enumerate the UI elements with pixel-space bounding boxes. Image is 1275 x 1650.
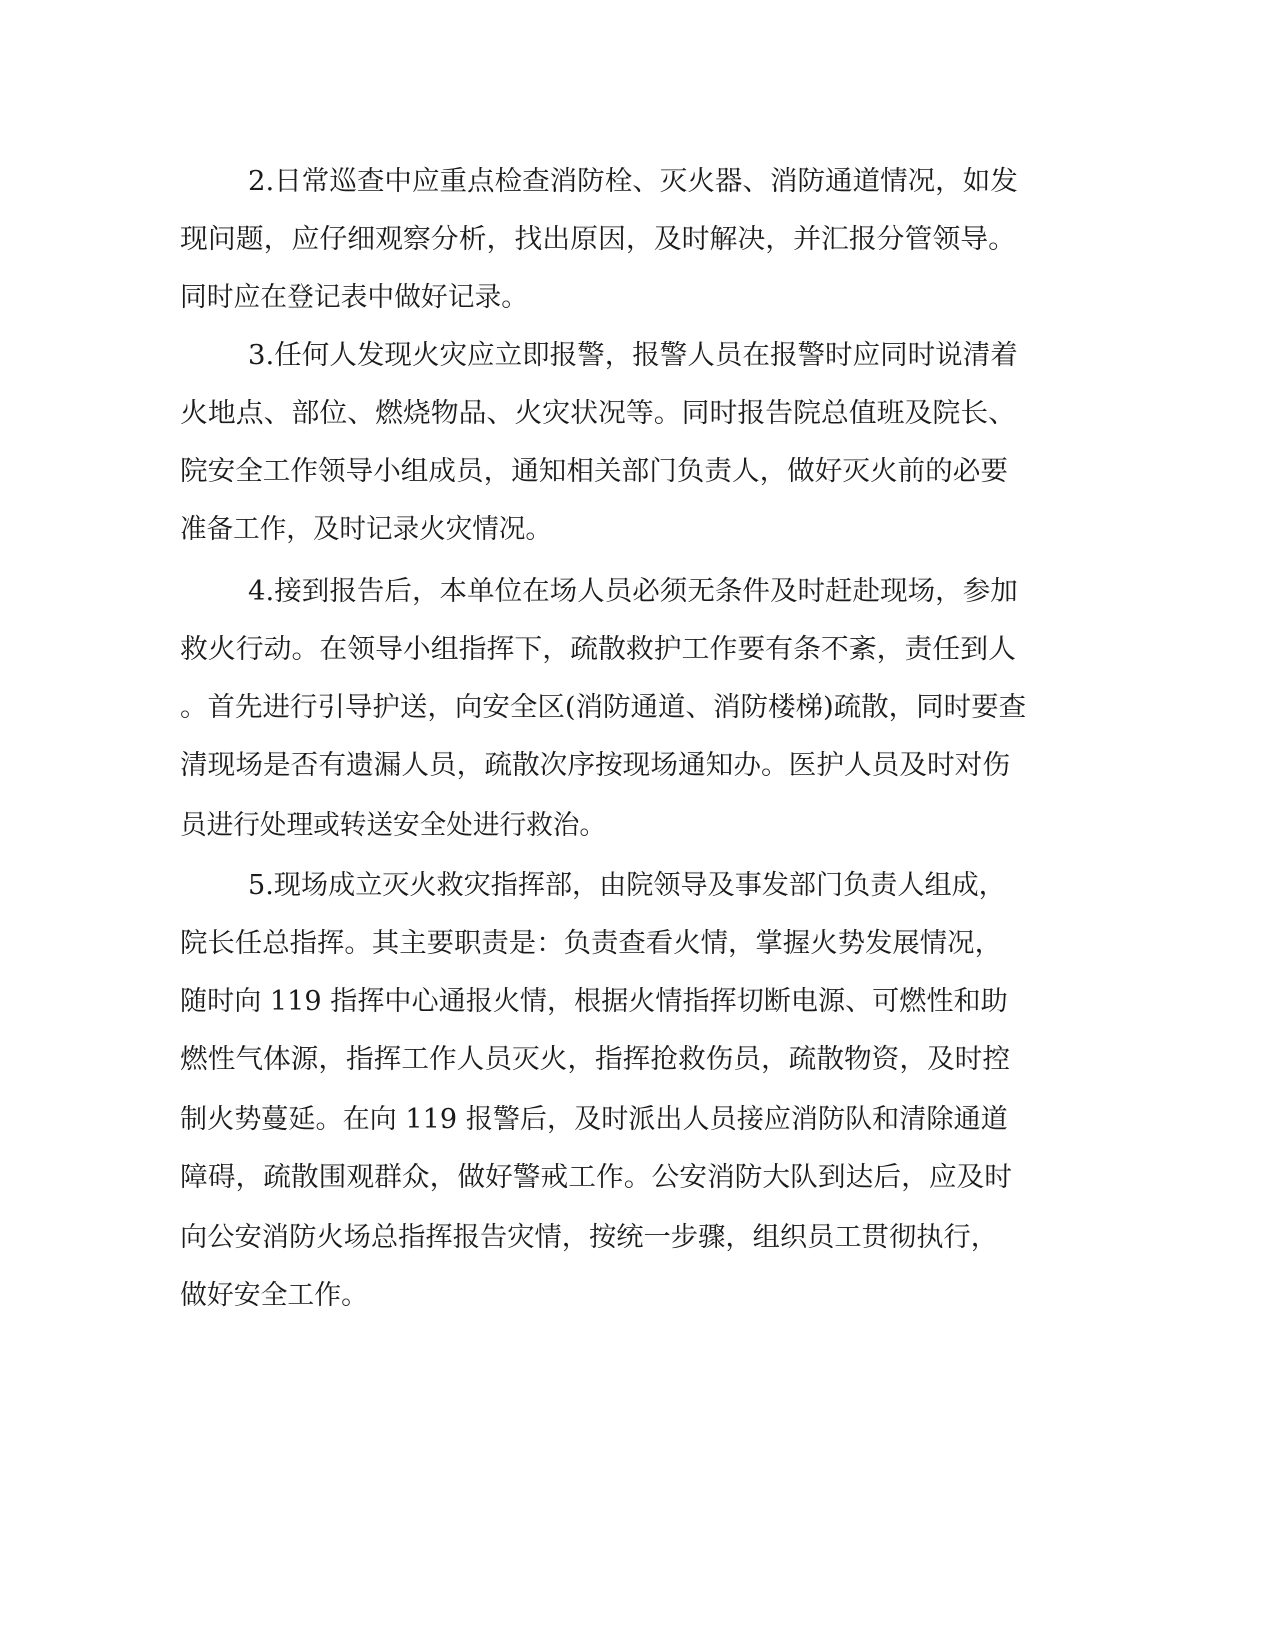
line-text: 2.日常巡查中应重点检查消防栓、灭火器、消防通道情况，如发	[248, 166, 1018, 197]
text-line	[0, 796, 1275, 856]
line-text: 清现场是否有遗漏人员，疏散次序按现场通知办。医护人员及时对伤	[180, 750, 1011, 781]
line-text: 火地点、部位、燃烧物品、火灾状况等。同时报告院总值班及院长、	[180, 398, 1017, 429]
text-line	[0, 384, 1275, 444]
line-text: 随时向 119 指挥中心通报火情，根据火情指挥切断电源、可燃性和助	[180, 986, 1008, 1017]
line-text: 院安全工作领导小组成员，通知相关部门负责人，做好灭火前的必要	[180, 456, 1008, 487]
line-text: 。首先进行引导护送，向安全区(消防通道、消防楼梯)疏散，同时要查	[180, 692, 1027, 723]
line-text: 4.接到报告后，本单位在场人员必须无条件及时赶赴现场，参加	[248, 576, 1018, 607]
line-text: 现问题，应仔细观察分析，找出原因，及时解决，并汇报分管领导。	[180, 224, 1017, 255]
text-line	[0, 1030, 1275, 1090]
text-line	[0, 1208, 1275, 1268]
line-text: 做好安全工作。	[180, 1280, 368, 1311]
line-text: 障碍，疏散围观群众，做好警戒工作。公安消防大队到达后，应及时	[180, 1162, 1013, 1193]
text-line	[0, 500, 1275, 560]
text-line	[0, 620, 1275, 680]
text-line	[0, 914, 1275, 974]
text-line	[0, 856, 1275, 916]
text-line	[0, 1090, 1275, 1150]
line-text: 3.任何人发现火灾应立即报警，报警人员在报警时应同时说清着	[248, 340, 1018, 371]
line-text: 向公安消防火场总指挥报告灾情，按统一步骤，组织员工贯彻执行，	[180, 1222, 999, 1253]
line-text: 院长任总指挥。其主要职责是：负责查看火情，掌握火势发展情况，	[180, 928, 1002, 959]
text-line	[0, 972, 1275, 1032]
line-text: 同时应在登记表中做好记录。	[180, 282, 529, 313]
text-line	[0, 268, 1275, 328]
text-line	[0, 736, 1275, 796]
text-line	[0, 210, 1275, 270]
text-line	[0, 678, 1275, 738]
text-line	[0, 1266, 1275, 1326]
line-text: 燃性气体源，指挥工作人员灭火，指挥抢救伤员，疏散物资，及时控	[180, 1044, 1011, 1075]
line-text: 准备工作，及时记录火灾情况。	[180, 514, 552, 545]
text-line	[0, 326, 1275, 386]
text-line	[0, 442, 1275, 502]
line-text: 救火行动。在领导小组指挥下，疏散救护工作要有条不紊，责任到人	[180, 634, 1017, 665]
line-text: 员进行处理或转送安全处进行救治。	[180, 810, 606, 841]
text-line	[0, 1148, 1275, 1208]
line-text: 5.现场成立灭火救灾指挥部，由院领导及事发部门负责人组成，	[248, 870, 1006, 901]
text-line	[0, 562, 1275, 622]
text-line	[0, 152, 1275, 212]
line-text: 制火势蔓延。在向 119 报警后，及时派出人员接应消防队和清除通道	[180, 1104, 1008, 1135]
